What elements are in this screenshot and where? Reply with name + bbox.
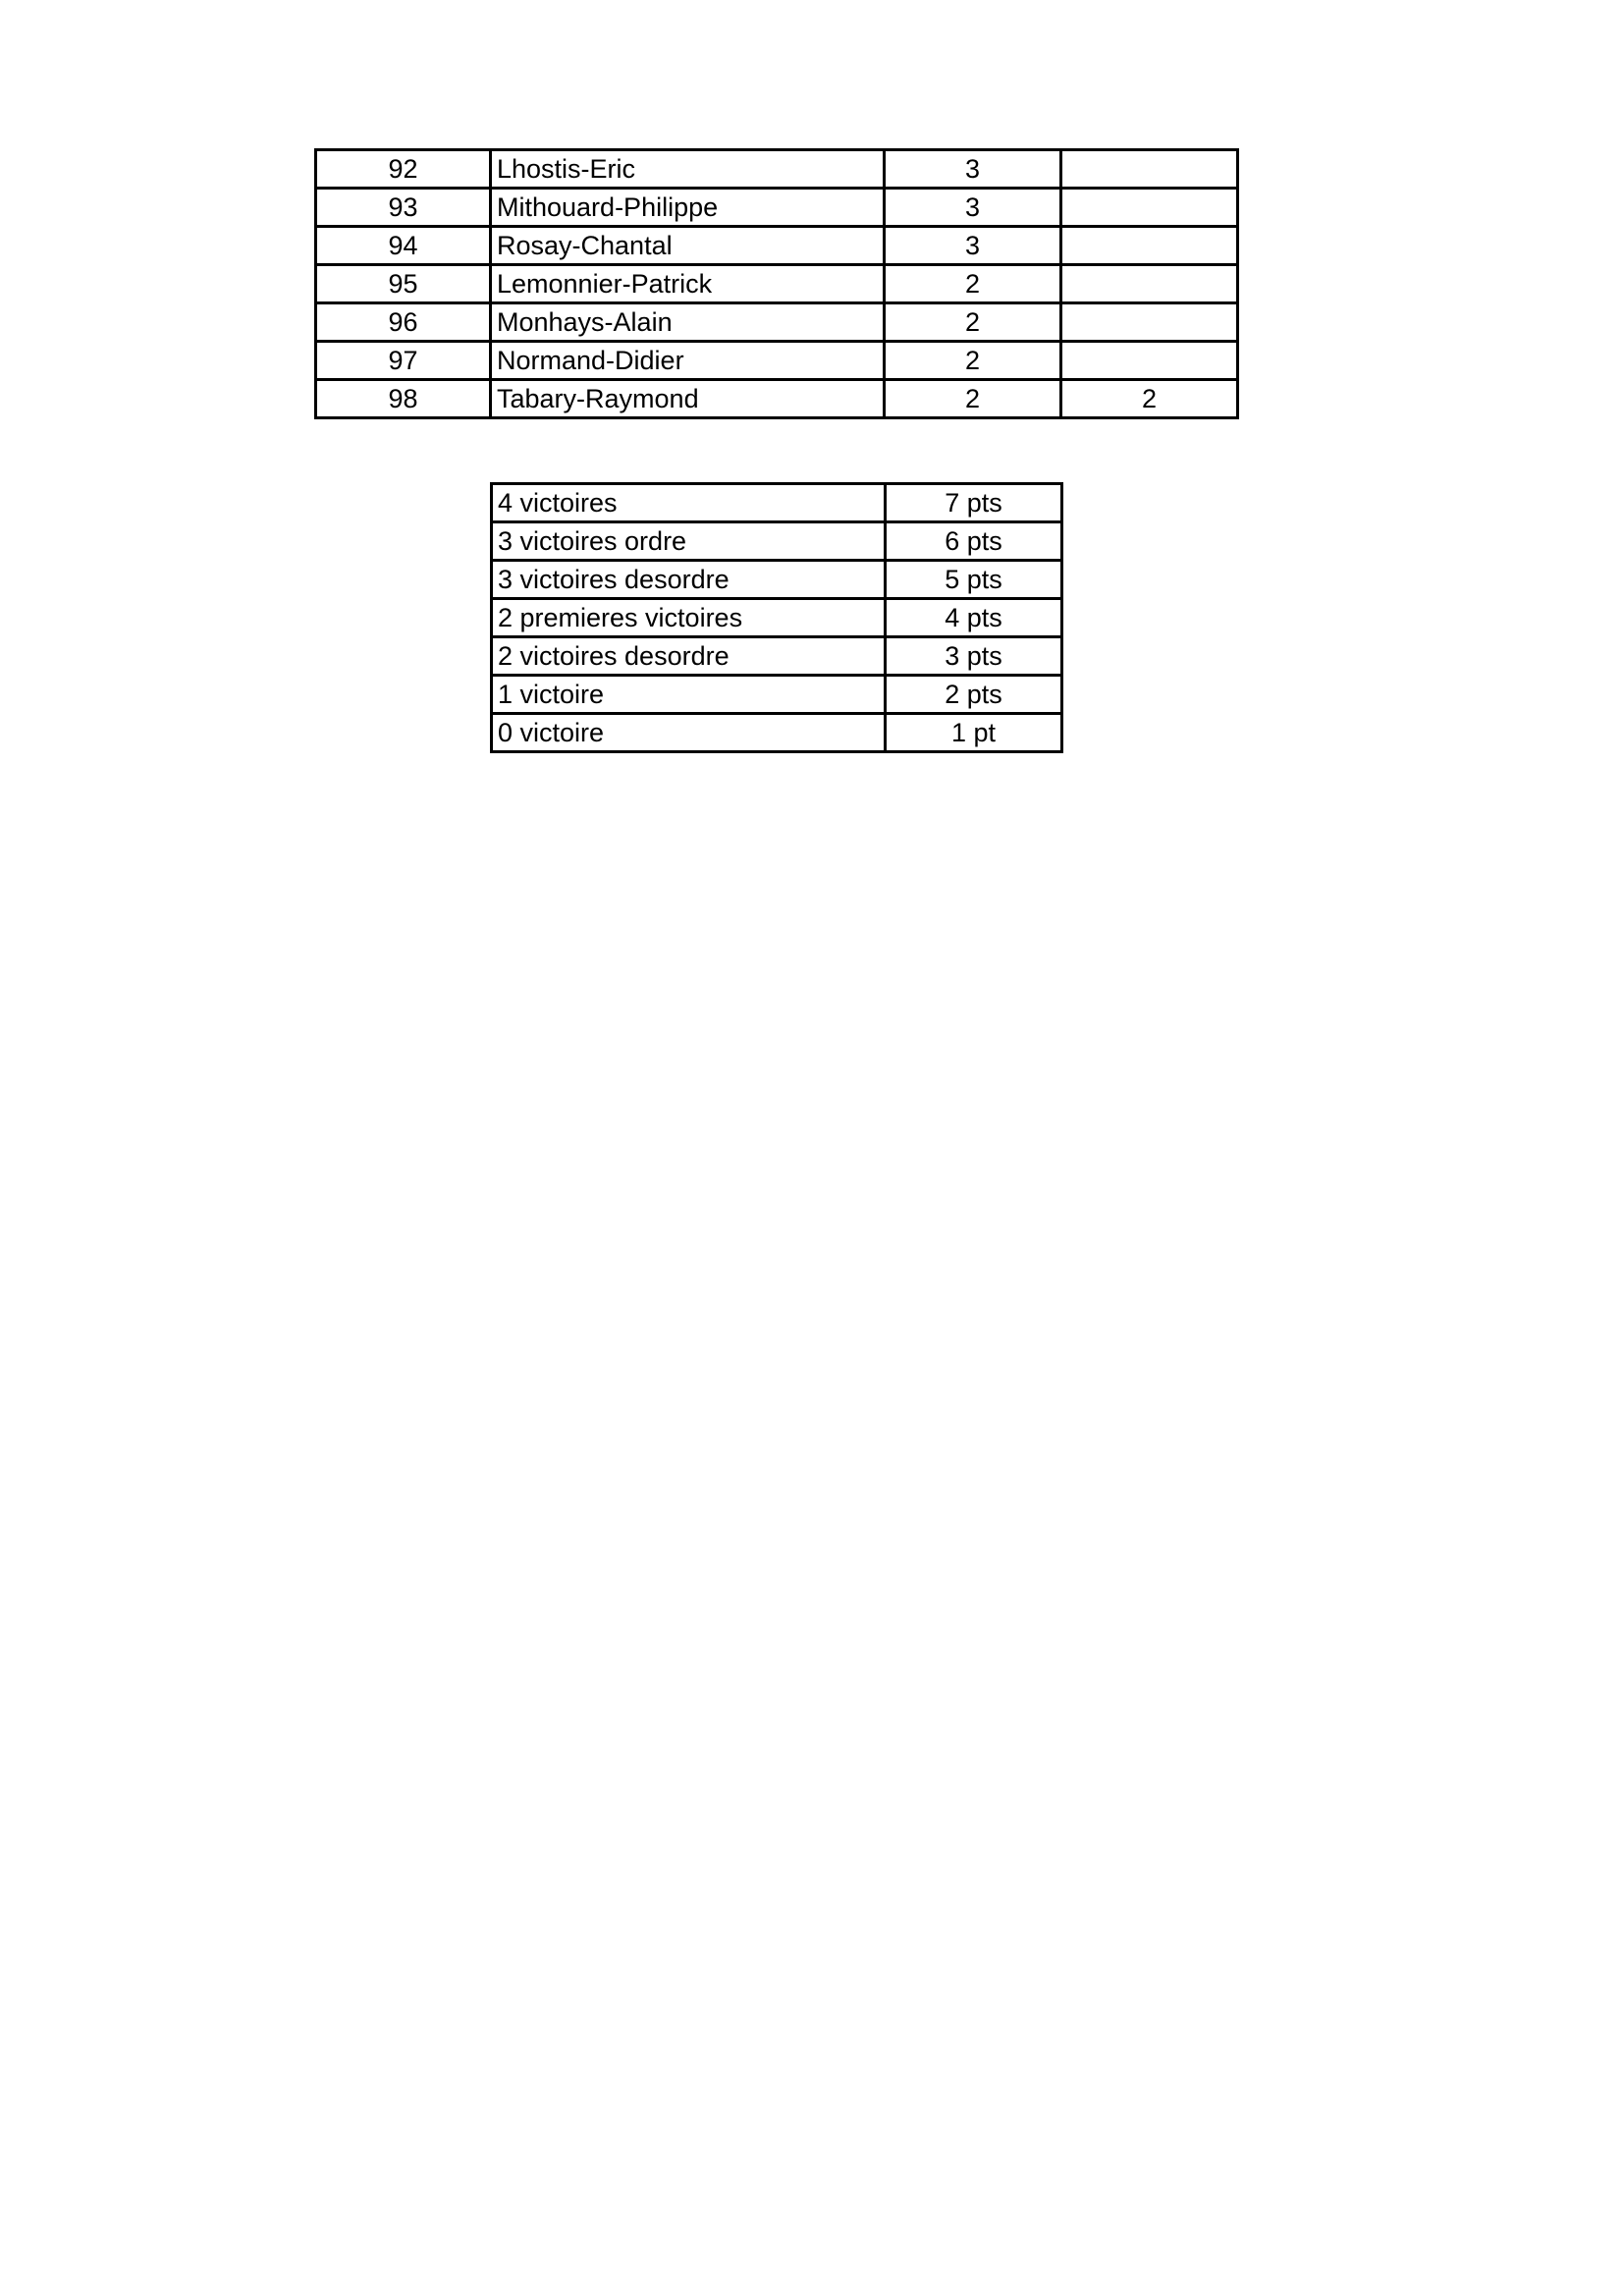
rank-cell: 96: [316, 303, 491, 342]
score-cell: 2: [885, 265, 1061, 303]
extra-cell: [1061, 303, 1238, 342]
points-value-cell: 4 pts: [886, 599, 1062, 637]
victory-condition-cell: 3 victoires ordre: [492, 522, 886, 561]
rank-cell: 92: [316, 150, 491, 189]
extra-cell: [1061, 227, 1238, 265]
score-cell: 3: [885, 227, 1061, 265]
points-value-cell: 2 pts: [886, 676, 1062, 714]
player-name-cell: Rosay-Chantal: [491, 227, 885, 265]
score-cell: 3: [885, 189, 1061, 227]
table-row: [316, 342, 1238, 380]
table-row: [492, 714, 1062, 752]
victory-condition-cell: 4 victoires: [492, 484, 886, 522]
table-row: [316, 265, 1238, 303]
player-name-cell: Lhostis-Eric: [491, 150, 885, 189]
player-name-cell: Monhays-Alain: [491, 303, 885, 342]
table-row: [316, 189, 1238, 227]
rank-cell: 94: [316, 227, 491, 265]
points-value-cell: 6 pts: [886, 522, 1062, 561]
table-row: [316, 227, 1238, 265]
extra-cell: [1061, 342, 1238, 380]
victory-condition-cell: 2 premieres victoires: [492, 599, 886, 637]
score-cell: 3: [885, 150, 1061, 189]
table-row: [316, 150, 1238, 189]
table-row: [492, 676, 1062, 714]
points-value-cell: 5 pts: [886, 561, 1062, 599]
points-scale-table: [490, 482, 1063, 753]
table-row: [492, 484, 1062, 522]
ranking-table: [314, 148, 1239, 419]
table-row: [492, 561, 1062, 599]
rank-cell: 95: [316, 265, 491, 303]
table-row: [316, 380, 1238, 418]
victory-condition-cell: 3 victoires desordre: [492, 561, 886, 599]
points-value-cell: 3 pts: [886, 637, 1062, 676]
victory-condition-cell: 0 victoire: [492, 714, 886, 752]
rank-cell: 93: [316, 189, 491, 227]
points-value-cell: 1 pt: [886, 714, 1062, 752]
victory-condition-cell: 1 victoire: [492, 676, 886, 714]
player-name-cell: Lemonnier-Patrick: [491, 265, 885, 303]
victory-condition-cell: 2 victoires desordre: [492, 637, 886, 676]
table-row: [492, 599, 1062, 637]
player-name-cell: Normand-Didier: [491, 342, 885, 380]
extra-cell: [1061, 189, 1238, 227]
score-cell: 2: [885, 342, 1061, 380]
table-row: [492, 522, 1062, 561]
table-row: [492, 637, 1062, 676]
score-cell: 2: [885, 380, 1061, 418]
extra-cell: [1061, 265, 1238, 303]
rank-cell: 98: [316, 380, 491, 418]
extra-cell: 2: [1061, 380, 1238, 418]
table-row: [316, 303, 1238, 342]
player-name-cell: Tabary-Raymond: [491, 380, 885, 418]
player-name-cell: Mithouard-Philippe: [491, 189, 885, 227]
rank-cell: 97: [316, 342, 491, 380]
points-value-cell: 7 pts: [886, 484, 1062, 522]
extra-cell: [1061, 150, 1238, 189]
score-cell: 2: [885, 303, 1061, 342]
